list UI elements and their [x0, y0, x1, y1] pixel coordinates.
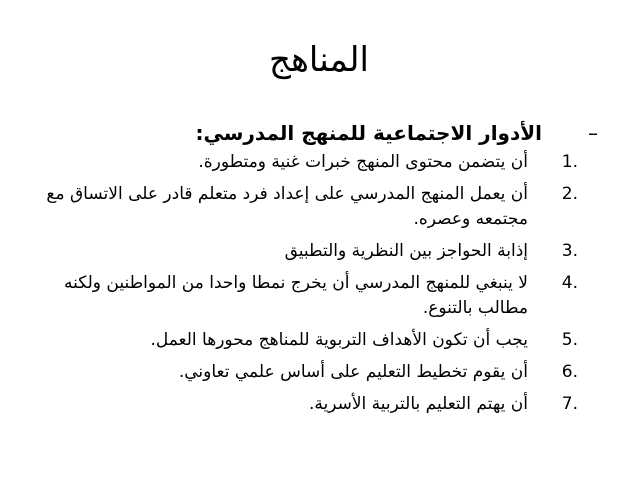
roles-list — [33, 150, 578, 424]
heading-text: الأدوار الاجتماعية للمنهج المدرسي: — [195, 121, 542, 145]
list-item — [33, 328, 578, 353]
list-item — [33, 392, 578, 417]
list-item-number: 6. — [561, 362, 578, 382]
heading-dash-bullet: – — [588, 121, 598, 145]
list-item-number: 4. — [561, 273, 578, 293]
list-item-text: أن يتضمن محتوى المنهج خبرات غنية ومتطورة. — [198, 152, 528, 172]
list-item — [33, 182, 578, 232]
list-item-number: 1. — [561, 152, 578, 172]
list-item-text: يجب أن تكون الأهداف التربوية للمناهج محورها العمل. — [150, 330, 528, 350]
list-item-number: 7. — [561, 394, 578, 414]
list-item-text: إذابة الحواجز بين النظرية والتطبيق — [284, 241, 528, 261]
list-item — [33, 150, 578, 175]
list-item — [33, 239, 578, 264]
section-heading — [38, 118, 598, 148]
list-item-text: أن يقوم تخطيط التعليم على أساس علمي تعاوني. — [178, 362, 528, 382]
list-item — [33, 271, 578, 321]
list-item-number: 3. — [561, 241, 578, 261]
list-item-text: لا ينبغي للمنهج المدرسي أن يخرج نمطا واحدا من المواطنين ولكنه مطالب بالتنوع. — [63, 273, 528, 318]
slide-title: المناهج — [269, 40, 369, 80]
list-item — [33, 360, 578, 385]
list-item-number: 5. — [561, 330, 578, 350]
list-item-text: أن يعمل المنهج المدرسي على إعداد فرد متعلم قادر على الاتساق مع مجتمعه وعصره. — [46, 184, 528, 229]
list-item-text: أن يهتم التعليم بالتربية الأسرية. — [308, 394, 528, 414]
list-item-number: 2. — [561, 184, 578, 204]
